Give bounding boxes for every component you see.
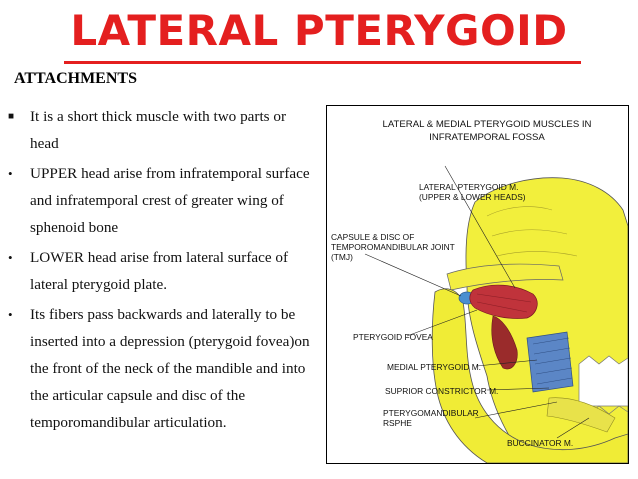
anatomy-figure (326, 105, 629, 464)
figure-heading-line: LATERAL & MEDIAL PTERYGOID MUSCLES IN (382, 119, 592, 130)
figure-heading-line: INFRATEMPORAL FOSSA (429, 132, 545, 143)
label-line: (UPPER & LOWER HEADS) (419, 192, 526, 202)
dot-bullet-icon: • (8, 307, 13, 322)
label-line: TEMPOROMANDIBULAR JOINT (331, 242, 455, 252)
dot-bullet-icon: • (8, 250, 13, 265)
label-medial-pterygoid: MEDIAL PTERYGOID M. (387, 362, 482, 372)
label-line: (TMJ) (331, 252, 353, 262)
bullet-text: UPPER head arise from infratemporal surface and infratemporal crest of greater wing of sphenoid bone (30, 165, 310, 236)
bullet-text: It is a short thick muscle with two parts or head (30, 108, 287, 152)
bullet-item (6, 160, 314, 241)
label-pterygomandibular-raphe (383, 408, 479, 428)
section-heading: ATTACHMENTS (14, 70, 137, 87)
bullet-item (6, 103, 314, 157)
label-capsule-disc (331, 232, 455, 262)
bullet-text: Its fibers pass backwards and laterally to be inserted into a depression (pterygoid fovea)on the front of the neck of the mandible and into the articular capsule and disc of the temporomandibular articulation. (30, 306, 310, 431)
bullet-item (6, 301, 314, 436)
slide-title: LATERAL PTERYGOID (70, 6, 568, 55)
label-line: CAPSULE & DISC OF (331, 232, 415, 242)
label-line: RSPHE (383, 418, 412, 428)
bullet-item (6, 244, 314, 298)
label-buccinator: BUCCINATOR M. (507, 438, 574, 448)
label-line: LATERAL PTERYGOID M. (419, 182, 519, 192)
label-superior-constrictor: SUPRIOR CONSTRICTOR M. (385, 386, 499, 396)
label-line: PTERYGOMANDIBULAR (383, 408, 479, 418)
bullet-text: LOWER head arise from lateral surface of lateral pterygoid plate. (30, 249, 289, 293)
dot-bullet-icon: • (8, 166, 13, 181)
square-bullet-icon: ■ (8, 111, 15, 122)
label-pterygoid-fovea: PTERYGOID FOVEA (353, 332, 433, 342)
label-lateral-pterygoid (419, 182, 526, 202)
bullet-list (6, 103, 314, 439)
figure-heading (367, 118, 607, 144)
title-underline (64, 61, 581, 64)
